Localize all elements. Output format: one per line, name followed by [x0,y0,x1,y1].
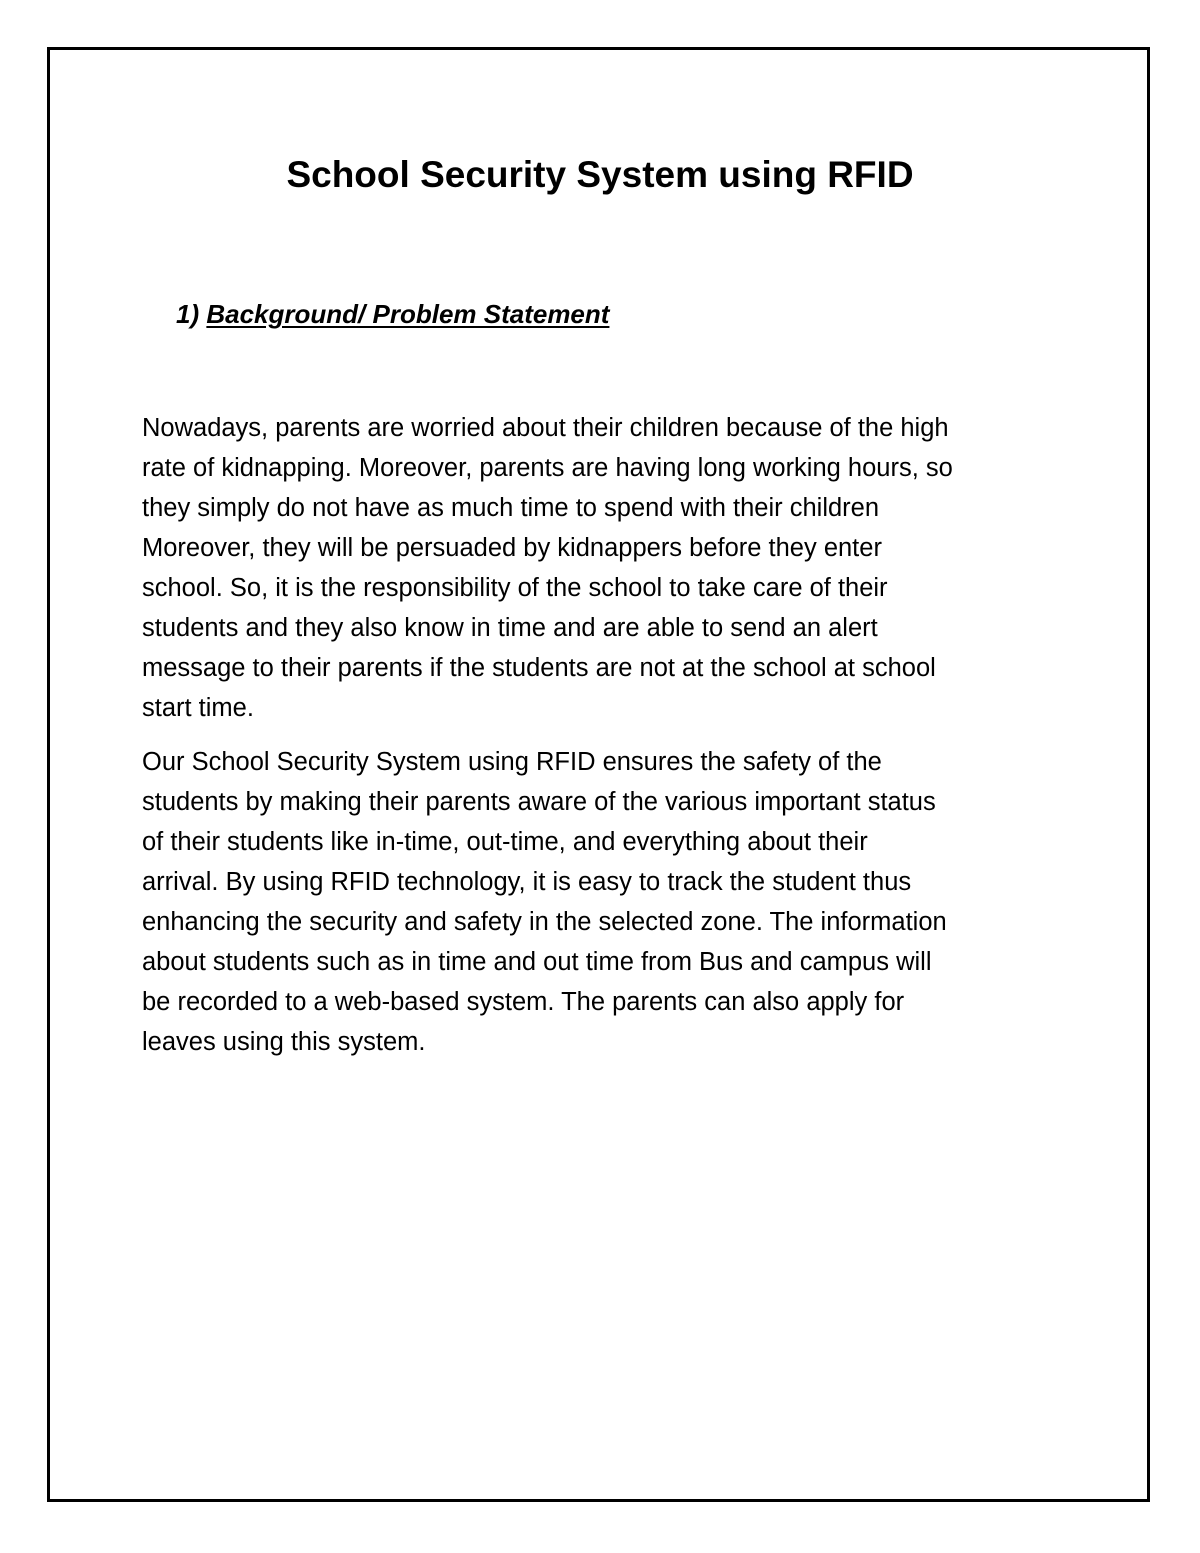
section-heading [176,296,609,332]
paragraph-1 [142,408,1072,728]
text-line: students by making their parents aware of the various important status [142,788,936,816]
paragraph-2 [142,742,1072,1062]
text-line: of their students like in-time, out-time, and everything about their [142,828,868,856]
text-line: enhancing the security and safety in the selected zone. The information [142,908,947,936]
body-text [142,408,1072,1076]
text-line: students and they also know in time and are able to send an alert [142,614,878,642]
section-number: 1) [176,299,200,329]
text-line: Nowadays, parents are worried about their children because of the high [142,414,949,442]
text-line: about students such as in time and out time from Bus and campus will [142,948,932,976]
text-line: Our School Security System using RFID ensures the safety of the [142,748,882,776]
text-line: message to their parents if the students are not at the school at school [142,654,936,682]
text-line: leaves using this system. [142,1028,426,1056]
text-line: be recorded to a web-based system. The parents can also apply for [142,988,905,1016]
text-line: start time. [142,694,254,722]
text-line: rate of kidnapping. Moreover, parents are having long working hours, so [142,454,953,482]
text-line: Moreover, they will be persuaded by kidnappers before they enter [142,534,882,562]
text-line: they simply do not have as much time to spend with their children [142,494,880,522]
section-heading-text: Background/ Problem Statement [206,299,610,329]
text-line: arrival. By using RFID technology, it is easy to track the student thus [142,868,912,896]
text-line: school. So, it is the responsibility of the school to take care of their [142,574,888,602]
document-title: School Security System using RFID [286,154,914,195]
